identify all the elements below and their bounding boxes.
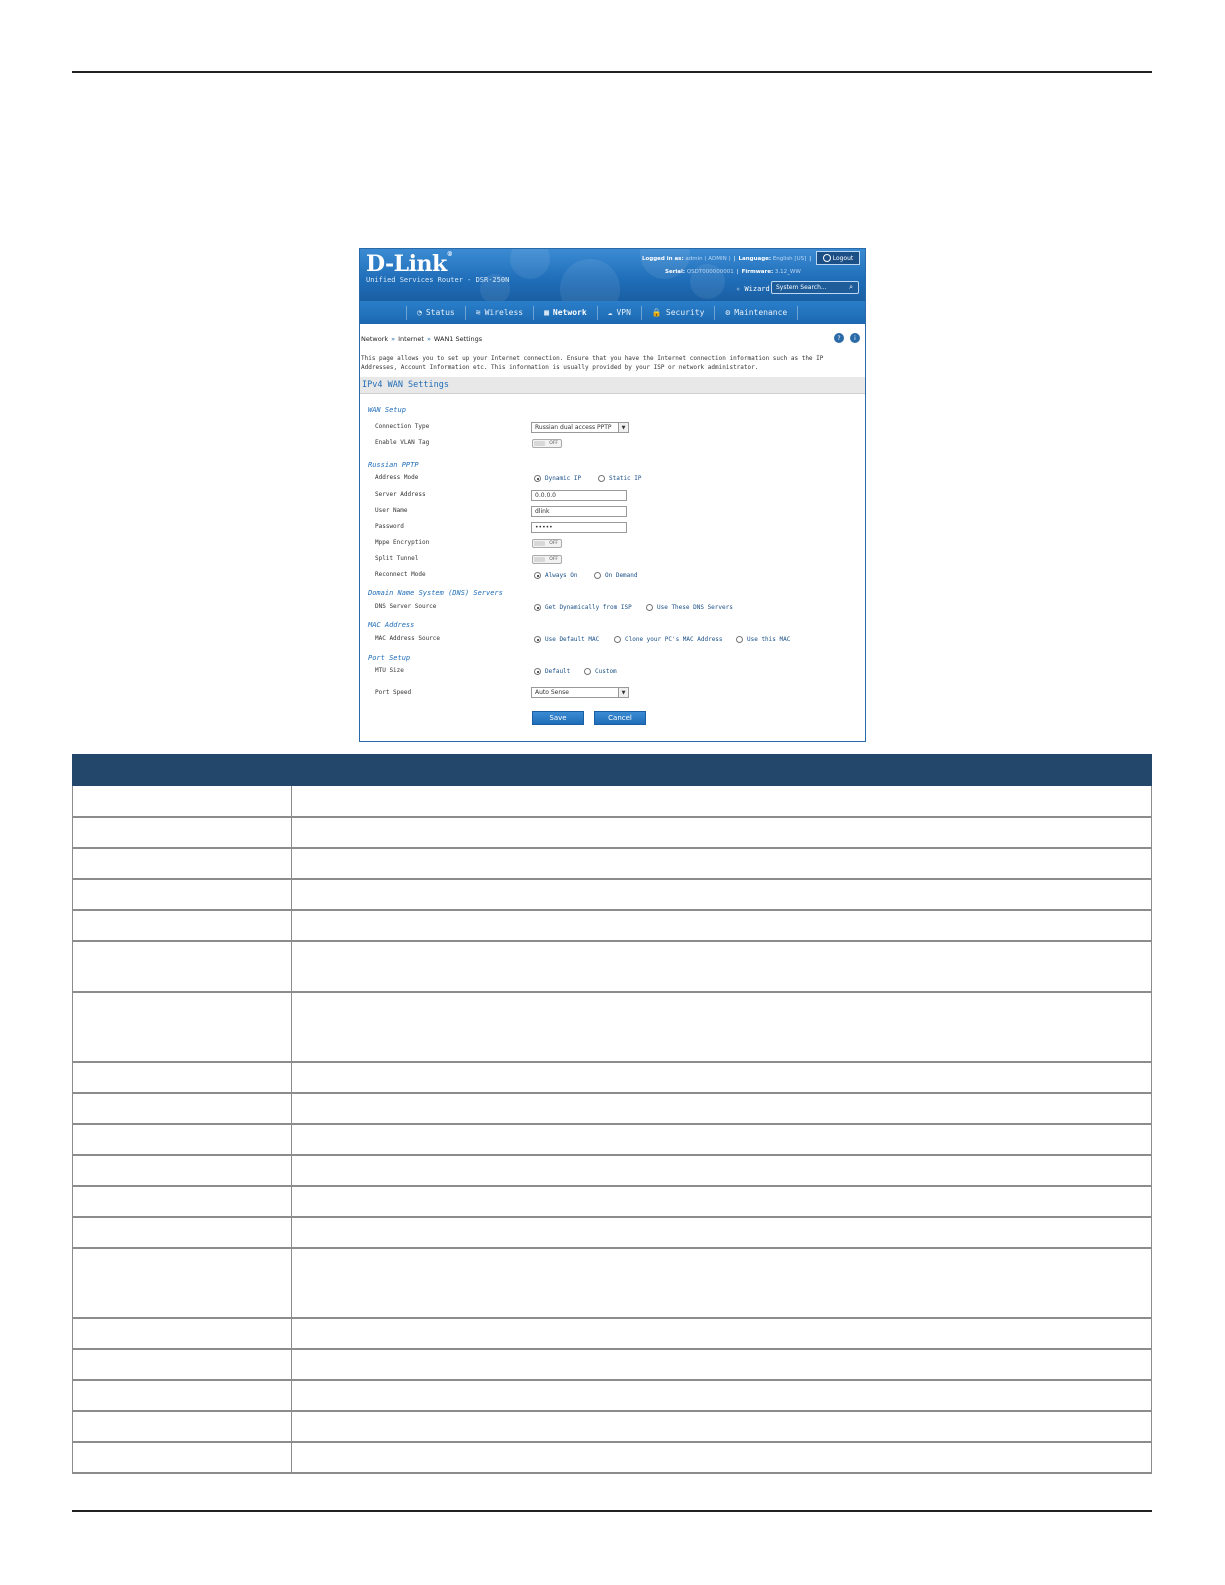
group-port-setup: Port Setup bbox=[368, 654, 411, 662]
router-header bbox=[360, 249, 865, 301]
table-row bbox=[73, 1186, 1152, 1217]
table-row bbox=[73, 941, 1152, 992]
breadcrumb-network[interactable]: Network bbox=[361, 335, 389, 343]
login-info: Logged in as: admin ( ADMIN ) | Language: English [US] | bbox=[642, 256, 812, 262]
table-row bbox=[73, 817, 1152, 848]
table-row bbox=[73, 1411, 1152, 1442]
wizard-link[interactable]: ✧ Wizard bbox=[736, 285, 770, 293]
chevron-down-icon: ▼ bbox=[618, 688, 628, 697]
breadcrumb-current: WAN1 Settings bbox=[433, 335, 483, 343]
system-search-input[interactable]: System Search... ⌕ bbox=[771, 281, 859, 294]
cloud-icon: ☁ bbox=[607, 308, 613, 317]
info-icon[interactable]: i bbox=[850, 333, 860, 343]
radio-dns-dynamic[interactable]: Get Dynamically from ISP bbox=[534, 604, 632, 611]
table-row bbox=[73, 1442, 1152, 1473]
vlan-tag-toggle[interactable]: OFF bbox=[532, 439, 562, 448]
radio-mtu-custom[interactable]: Custom bbox=[584, 668, 617, 675]
label-split-tunnel: Split Tunnel bbox=[375, 555, 419, 562]
bottom-rule bbox=[72, 1510, 1152, 1512]
save-button[interactable]: Save bbox=[532, 711, 584, 725]
table-row bbox=[73, 1380, 1152, 1411]
table-row bbox=[73, 1093, 1152, 1124]
device-info: Serial: QSDT000000001 | Firmware: 3.12_WW bbox=[665, 269, 801, 275]
parameter-table bbox=[72, 754, 1152, 1474]
connection-type-select[interactable]: Russian dual access PPTP ▼ bbox=[531, 422, 629, 433]
search-icon: ⌕ bbox=[849, 283, 853, 291]
power-icon bbox=[823, 254, 831, 262]
radio-dns-static[interactable]: Use These DNS Servers bbox=[646, 604, 733, 611]
breadcrumb: Network » Internet » WAN1 Settings bbox=[361, 335, 483, 343]
nav-wireless[interactable]: ≋ Wireless bbox=[465, 306, 533, 320]
password-input[interactable]: ••••• bbox=[531, 522, 627, 533]
gauge-icon: ◔ bbox=[417, 308, 422, 317]
top-rule bbox=[72, 71, 1152, 73]
table-row bbox=[73, 1155, 1152, 1186]
label-address-mode: Address Mode bbox=[375, 474, 419, 481]
table-header-row bbox=[73, 755, 1152, 786]
table-row bbox=[73, 1124, 1152, 1155]
page-description: This page allows you to set up your Internet connection. Ensure that you have the Internet connection information such as the IP Addresses, Account Information etc. This information is usually provided by your ISP or network administrator. bbox=[361, 355, 824, 371]
table-row bbox=[73, 786, 1152, 817]
user-name-input[interactable]: dlink bbox=[531, 506, 627, 517]
lock-icon: 🔒 bbox=[651, 308, 662, 317]
port-speed-select[interactable]: Auto Sense ▼ bbox=[531, 687, 629, 698]
radio-dynamic-ip[interactable]: Dynamic IP bbox=[534, 475, 581, 482]
help-icon[interactable]: ? bbox=[834, 333, 844, 343]
label-enable-vlan: Enable VLAN Tag bbox=[375, 439, 430, 446]
table-row bbox=[73, 910, 1152, 941]
label-mac-source: MAC Address Source bbox=[375, 635, 441, 642]
group-dns: Domain Name System (DNS) Servers bbox=[368, 589, 503, 597]
label-dns-source: DNS Server Source bbox=[375, 603, 437, 610]
table-row bbox=[73, 1217, 1152, 1248]
nav-vpn[interactable]: ☁ VPN bbox=[597, 306, 641, 320]
radio-clone-mac[interactable]: Clone your PC's MAC Address bbox=[614, 636, 723, 643]
cancel-button[interactable]: Cancel bbox=[594, 711, 646, 725]
main-nav bbox=[360, 301, 865, 324]
table-row bbox=[73, 992, 1152, 1062]
group-russian-pptp: Russian PPTP bbox=[368, 461, 419, 469]
gears-icon: ⚙ bbox=[725, 308, 731, 317]
split-tunnel-toggle[interactable]: OFF bbox=[532, 555, 562, 564]
radio-always-on[interactable]: Always On bbox=[534, 572, 578, 579]
radio-on-demand[interactable]: On Demand bbox=[594, 572, 638, 579]
label-reconnect: Reconnect Mode bbox=[375, 571, 426, 578]
radio-mtu-default[interactable]: Default bbox=[534, 668, 570, 675]
radio-default-mac[interactable]: Use Default MAC bbox=[534, 636, 599, 643]
radio-static-ip[interactable]: Static IP bbox=[598, 475, 642, 482]
nav-network[interactable]: ▦ Network bbox=[533, 306, 597, 320]
model-name: Unified Services Router - DSR-250N bbox=[366, 276, 510, 284]
group-wan-setup: WAN Setup bbox=[368, 406, 406, 414]
router-screenshot bbox=[359, 248, 866, 742]
table-row bbox=[73, 848, 1152, 879]
chevron-down-icon: ▼ bbox=[618, 423, 628, 432]
wifi-icon: ≋ bbox=[475, 308, 481, 317]
mppe-toggle[interactable]: OFF bbox=[532, 539, 562, 548]
label-password: Password bbox=[375, 523, 404, 530]
table-row bbox=[73, 1349, 1152, 1380]
group-mac: MAC Address bbox=[368, 621, 415, 629]
label-mtu: MTU Size bbox=[375, 667, 404, 674]
label-server-address: Server Address bbox=[375, 491, 426, 498]
section-title: IPv4 WAN Settings bbox=[360, 377, 865, 394]
label-user-name: User Name bbox=[375, 507, 408, 514]
dlink-logo: D-Link® bbox=[366, 251, 453, 277]
network-icon: ▦ bbox=[544, 308, 549, 317]
logout-button[interactable]: Logout bbox=[816, 251, 860, 265]
nav-maintenance[interactable]: ⚙ Maintenance bbox=[714, 306, 798, 320]
label-port-speed: Port Speed bbox=[375, 689, 412, 696]
table-row bbox=[73, 879, 1152, 910]
label-connection-type: Connection Type bbox=[375, 423, 430, 430]
label-mppe: Mppe Encryption bbox=[375, 539, 430, 546]
breadcrumb-internet[interactable]: Internet bbox=[398, 335, 424, 343]
table-row bbox=[73, 1318, 1152, 1349]
table-row bbox=[73, 1248, 1152, 1318]
radio-this-mac[interactable]: Use this MAC bbox=[736, 636, 790, 643]
nav-security[interactable]: 🔒 Security bbox=[641, 306, 715, 320]
table-row bbox=[73, 1062, 1152, 1093]
nav-status[interactable]: ◔ Status bbox=[406, 306, 465, 320]
server-address-input[interactable]: 0.0.0.0 bbox=[531, 490, 627, 501]
